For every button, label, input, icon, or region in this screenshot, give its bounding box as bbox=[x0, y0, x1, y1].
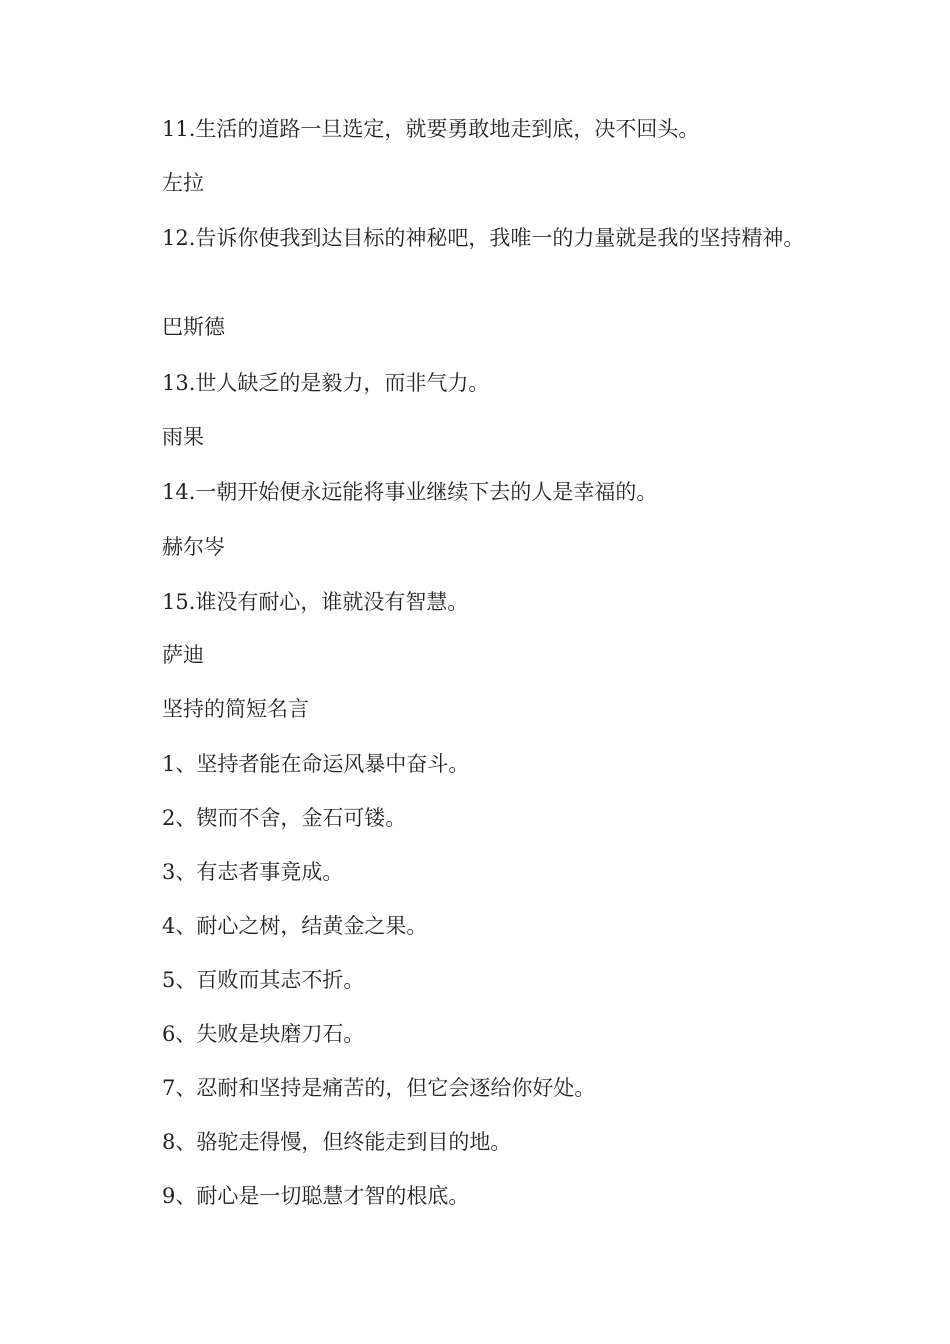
short-quote-1: 1、坚持者能在命运风暴中奋斗。 bbox=[162, 752, 470, 776]
author-pasteur: 巴斯德 bbox=[162, 315, 225, 339]
short-quote-8: 8、骆驼走得慢，但终能走到目的地。 bbox=[162, 1130, 512, 1154]
quote-14: 14.一朝开始便永远能将事业继续下去的人是幸福的。 bbox=[162, 480, 658, 504]
short-quote-7: 7、忍耐和坚持是痛苦的，但它会逐给你好处。 bbox=[162, 1076, 596, 1100]
short-quote-3: 3、有志者事竟成。 bbox=[162, 860, 344, 884]
short-quote-6: 6、失败是块磨刀石。 bbox=[162, 1022, 365, 1046]
author-herzen: 赫尔岑 bbox=[162, 535, 225, 559]
short-quote-4: 4、耐心之树，结黄金之果。 bbox=[162, 914, 428, 938]
short-quote-2: 2、锲而不舍，金石可镂。 bbox=[162, 806, 407, 830]
quote-15: 15.谁没有耐心，谁就没有智慧。 bbox=[162, 590, 469, 614]
author-zola: 左拉 bbox=[162, 171, 204, 195]
short-quote-5: 5、百败而其志不折。 bbox=[162, 968, 365, 992]
short-quote-9: 9、耐心是一切聪慧才智的根底。 bbox=[162, 1184, 470, 1208]
quote-13: 13.世人缺乏的是毅力，而非气力。 bbox=[162, 371, 490, 395]
quote-11: 11.生活的道路一旦选定，就要勇敢地走到底，决不回头。 bbox=[162, 117, 700, 141]
section-heading: 坚持的简短名言 bbox=[162, 697, 309, 721]
author-saadi: 萨迪 bbox=[162, 643, 204, 667]
author-hugo: 雨果 bbox=[162, 425, 204, 449]
quote-12: 12.告诉你使我到达目标的神秘吧，我唯一的力量就是我的坚持精神。 bbox=[162, 226, 805, 250]
